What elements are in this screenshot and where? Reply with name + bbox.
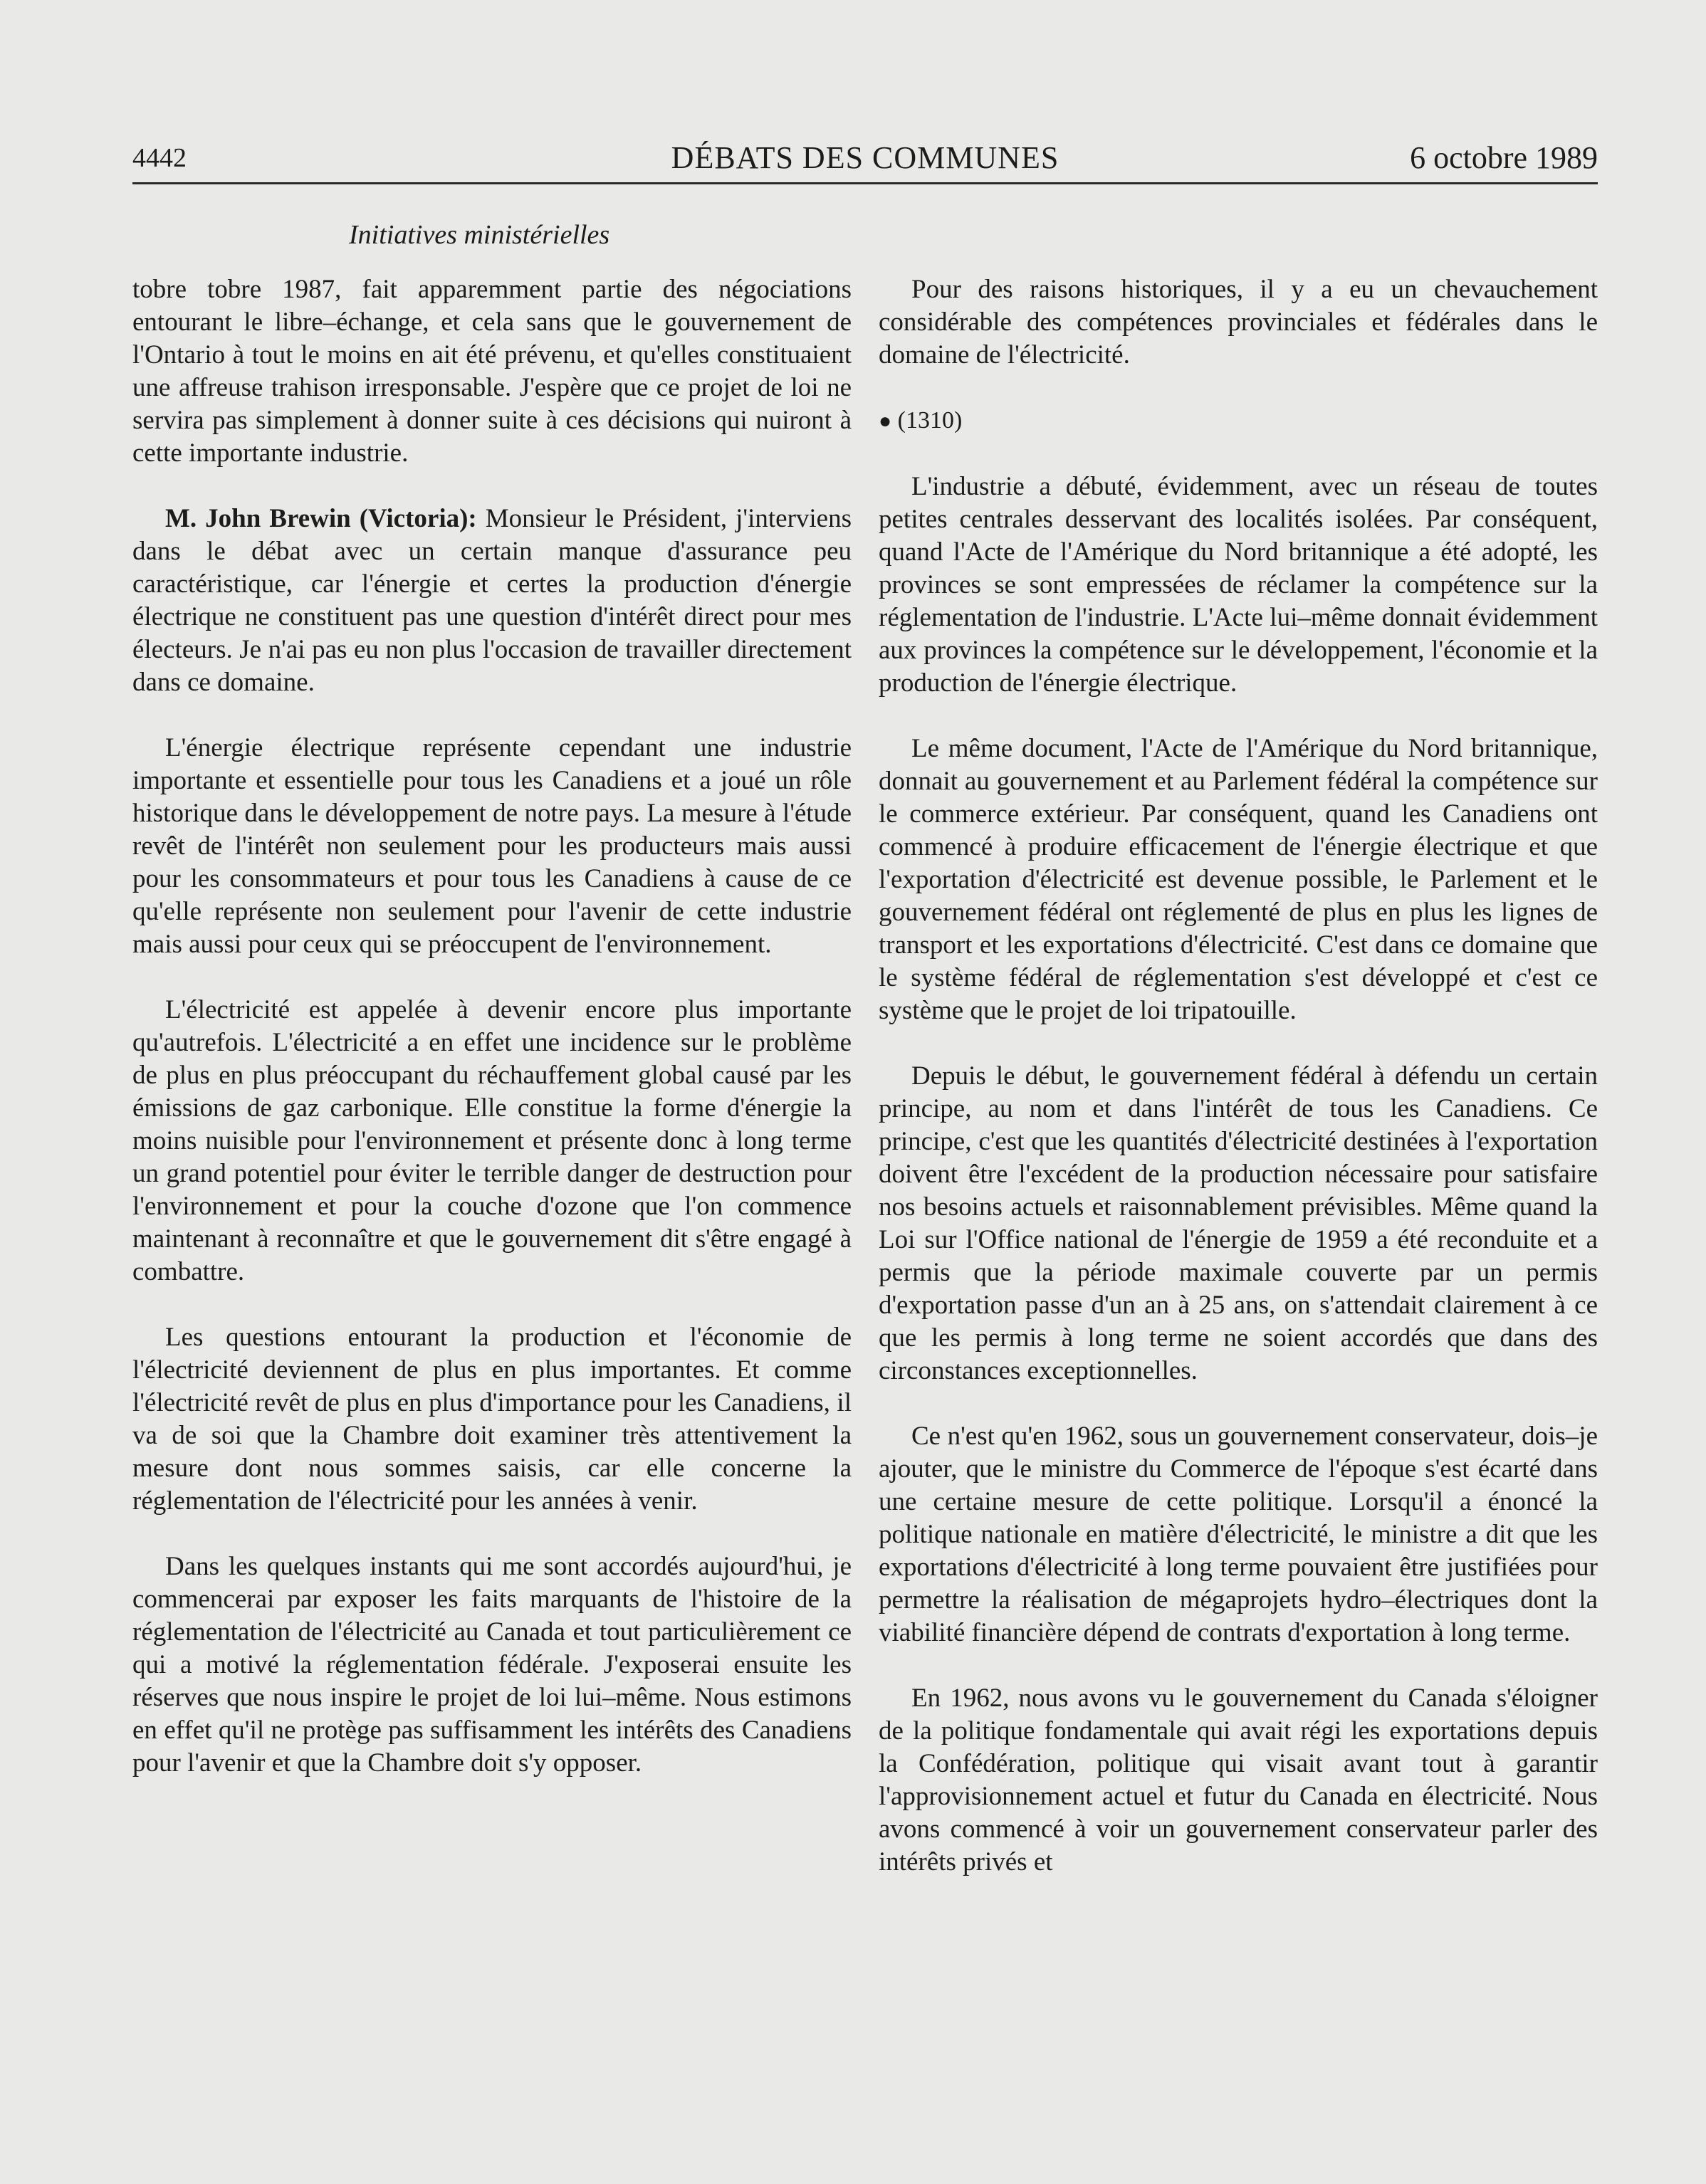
paragraph: L'industrie a débuté, évidemment, avec un réseau de toutes petites centrales desservant des localités isolées. Par conséquent, quand l'Acte de l'Amérique du Nord britannique a été adopté, les provinces se sont empressées de réclamer la compétence sur la réglementation de l'industrie. L'Acte lui–même donnait évidemment aux provinces la compétence sur le développement, l'économie et la production de l'énergie électrique. [879, 472, 1598, 698]
paragraph: En 1962, nous avons vu le gouvernement du Canada s'éloigner de la politique fondamentale qui avait régi les exportations depuis la Confédération, politique qui visait avant tout à garantir l'approvisionnement actuel et futur du Canada en électricité. Nous avons commencé à voir un gouvernement conservateur parler des intérêts privés et [879, 1684, 1598, 1876]
left-column [132, 273, 852, 1812]
time-marker-text: (1310) [897, 407, 963, 434]
paragraph-text: Monsieur le Président, j'interviens dans le débat avec un certain manque d'assurance peu caractéristique, car l'énergie et certes la production d'énergie électrique ne constituent pas une question d'intérêt direct pour mes électeurs. Je n'ai pas eu non plus l'occasion de travailler directement dans ce domaine. [132, 504, 852, 697]
header-rule [132, 182, 1598, 184]
publication-title: DÉBATS DES COMMUNES [671, 140, 1059, 175]
page-number: 4442 [132, 143, 187, 173]
speaker-paragraph [132, 503, 852, 699]
paragraph: Pour des raisons historiques, il y a eu un chevauchement considérable des compétences provinciales et fédérales dans le domaine de l'électricité. [879, 275, 1598, 369]
right-column [879, 273, 1598, 1911]
bullet-icon: ● [879, 409, 892, 433]
paragraph: Ce n'est qu'en 1962, sous un gouvernement conservateur, dois–je ajouter, que le ministre du Commerce de l'époque s'est écarté dans une certaine mesure de cette politique. Lorsqu'il a énoncé la politique nationale en matière d'électricité, le ministre a dit que les exportations d'électricité à long terme pouvaient être justifiées pour permettre la réalisation de mégaprojets hydro–électriques dont la viabilité financière dépend de contrats d'exportation à long terme. [879, 1422, 1598, 1647]
paragraph: L'énergie électrique représente cependant une industrie importante et essentielle pour tous les Canadiens et a joué un rôle historique dans le développement de notre pays. La mesure à l'étude revêt de l'intérêt non seulement pour les producteurs mais aussi pour les consommateurs et pour tous les Canadiens à cause de ce qu'elle représente non seulement pour l'avenir de cette industrie mais aussi pour ceux qui se préoccupent de l'environnement. [132, 733, 852, 959]
section-title: Initiatives ministérielles [349, 220, 610, 250]
paragraph: Depuis le début, le gouvernement fédéral à défendu un certain principe, au nom et dans l'intérêt de tous les Canadiens. Ce principe, c'est que les quantités d'électricité destinées à l'exportation doivent être l'excédent de la production nécessaire pour satisfaire nos besoins actuels et raisonnablement prévisibles. Même quand la Loi sur l'Office national de l'énergie de 1959 a été reconduite et a permis que la période maximale couverte par un permis d'exportation passe d'un an à 25 ans, on s'attendait clairement à ce que les permis à long terme ne soient accordés que dans des circonstances exceptionnelles. [879, 1061, 1598, 1385]
paragraph: L'électricité est appelée à devenir encore plus importante qu'autrefois. L'électricité a en effet une incidence sur le problème de plus en plus préoccupant du réchauffement global causé par les émissions de gaz carbonique. Elle constitue la forme d'énergie la moins nuisible pour l'environnement et présente donc à long terme un grand potentiel pour éviter le terrible danger de destruction pour l'environnement et pour la couche d'ozone que l'on commence maintenant à reconnaître et que le gouvernement dit s'être engagé à combattre. [132, 995, 852, 1286]
paragraph: Les questions entourant la production et l'économie de l'électricité deviennent de plus en plus importantes. Et comme l'électricité revêt de plus en plus d'importance pour les Canadiens, il va de soi que la Chambre doit examiner très attentivement la mesure dont nous sommes saisis, car elle concerne la réglementation de l'électricité pour les années à venir. [132, 1323, 852, 1516]
page-header [132, 140, 1598, 182]
speaker-name: M. John Brewin (Victoria): [165, 504, 477, 533]
time-marker [879, 404, 1598, 438]
paragraph: Le même document, l'Acte de l'Amérique du Nord britannique, donnait au gouvernement et au Parlement fédéral la compétence sur le commerce extérieur. Par conséquent, quand les Canadiens ont commencé à produire efficacement de l'énergie électrique et que l'exportation d'électricité est devenue possible, le Parlement et le gouvernement fédéral ont réglementé de plus en plus les lignes de transport et les exportations d'électricité. C'est dans ce domaine que le système fédéral de réglementation s'est développé et c'est ce système que le projet de loi tripatouille. [879, 734, 1598, 1025]
publication-date: 6 octobre 1989 [1410, 140, 1598, 175]
paragraph: tobre tobre 1987, fait apparemment partie des négociations entourant le libre–échange, et cela sans que le gouvernement de l'Ontario à tout le moins en ait été prévenu, et qu'elles constituaient une affreuse trahison irresponsable. J'espère que ce projet de loi ne servira pas simplement à donner suite à ces décisions qui nuiront à cette importante industrie. [132, 275, 852, 468]
paragraph: Dans les quelques instants qui me sont accordés aujourd'hui, je commencerai par exposer les faits marquants de l'histoire de la réglementation de l'électricité au Canada et tout particulièrement ce qui a motivé la réglementation fédérale. J'exposerai ensuite les réserves que nous inspire le projet de loi lui–même. Nous estimons en effet qu'il ne protège pas suffisamment les intérêts des Canadiens pour l'avenir et que la Chambre doit s'y opposer. [132, 1552, 852, 1778]
